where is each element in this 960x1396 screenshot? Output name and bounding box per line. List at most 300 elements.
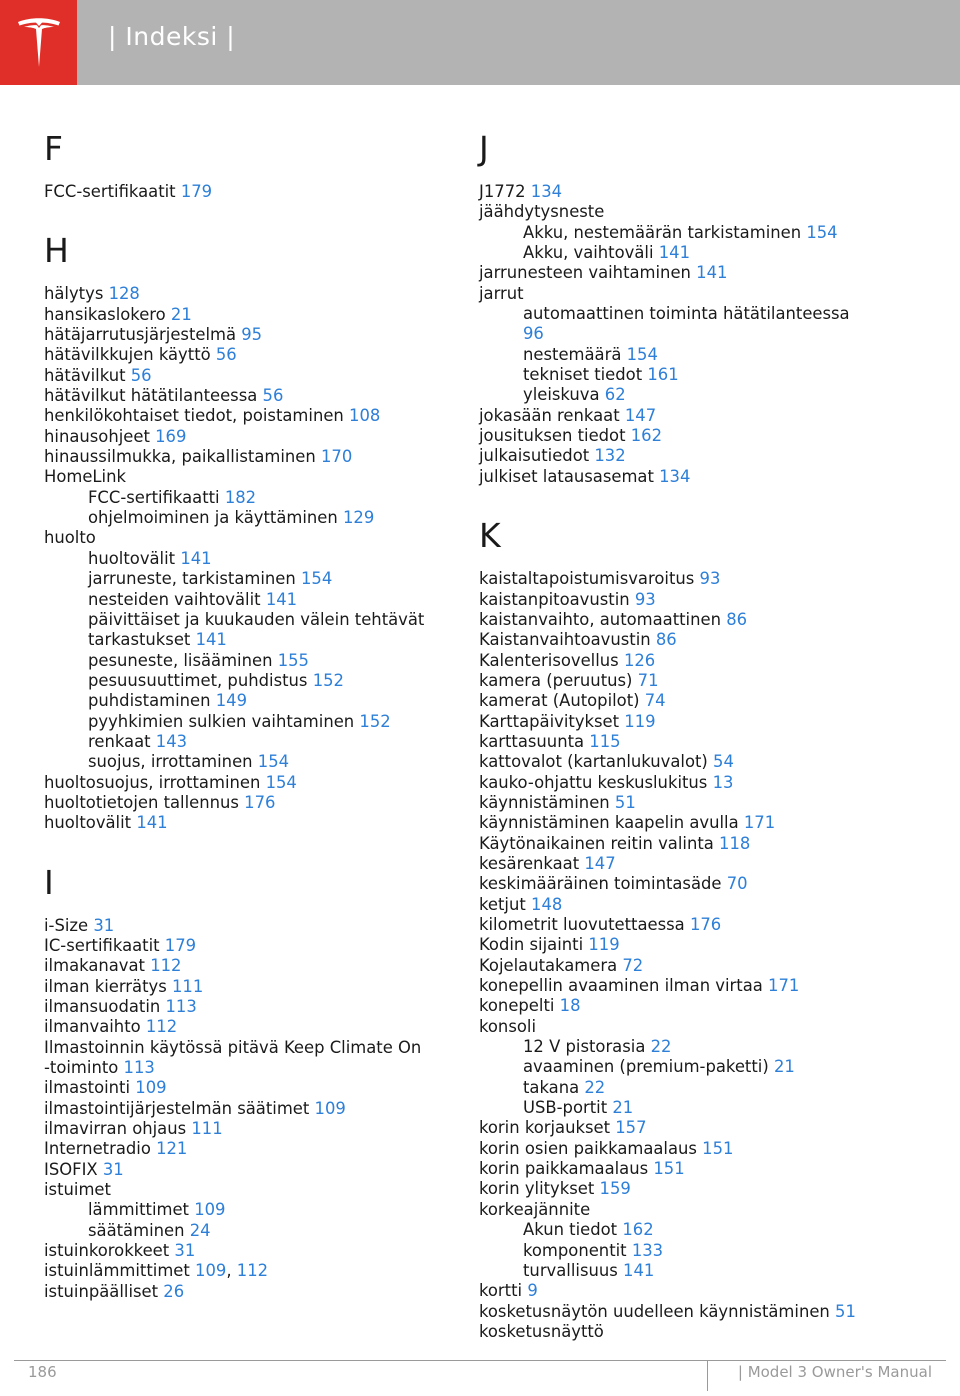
index-entry (44, 305, 444, 325)
index-subentry (44, 569, 444, 589)
entry-term: huolto (44, 528, 96, 548)
page-link[interactable]: 171 (743, 813, 776, 833)
index-entry (44, 773, 444, 793)
entry-term: Akku, nestemäärän tarkistaminen (523, 222, 802, 242)
index-entry (479, 1322, 919, 1342)
index-entry (44, 936, 444, 956)
entry-term: kosketusnäytön uudelleen käynnistäminen (479, 1301, 830, 1321)
page-link[interactable]: 179 (164, 935, 197, 955)
entry-term: yleiskuva (523, 385, 600, 405)
entry-term: käynnistäminen kaapelin avulla (479, 813, 739, 833)
index-subentry (479, 1220, 919, 1240)
entry-term: USB-portit (523, 1098, 608, 1118)
page-link[interactable]: 31 (174, 1241, 196, 1261)
entry-term: konepellin avaaminen ilman virtaa (479, 976, 763, 996)
entry-term: ilmastointijärjestelmän säätimet (44, 1098, 310, 1118)
index-subentry (479, 345, 919, 365)
index-entry (44, 1241, 444, 1261)
page-link[interactable]: 109 (314, 1098, 346, 1118)
page-link[interactable]: 162 (622, 1220, 654, 1240)
entry-term: tekniset tiedot (523, 365, 643, 385)
index-entry (44, 366, 444, 386)
entry-term: jokasään renkaat (479, 405, 620, 425)
page-link[interactable]: 109 (135, 1078, 167, 1098)
index-entry (44, 1038, 444, 1058)
page-link[interactable]: 134 (659, 466, 691, 486)
entry-term: FCC-sertifikaatit (44, 182, 176, 201)
entry-term: konsoli (479, 1016, 536, 1036)
index-subentry (44, 610, 444, 630)
page-link[interactable]: 155 (277, 650, 309, 670)
index-entry (479, 610, 919, 630)
entry-term: korin korjaukset (479, 1118, 611, 1138)
page-link[interactable]: 141 (265, 589, 298, 609)
entry-term: nesteiden vaihtovälit (88, 589, 261, 609)
page-link[interactable]: 71 (637, 670, 659, 690)
entry-term: Kodin sijainti (479, 935, 584, 955)
page-link[interactable]: 54 (713, 752, 734, 772)
index-subentry (479, 243, 919, 263)
index-subentry (479, 304, 919, 324)
entry-term: kortti (479, 1281, 523, 1301)
index-entry (44, 813, 444, 833)
index-section-k (479, 515, 919, 1342)
entry-term: Akun tiedot (523, 1220, 618, 1240)
page-link[interactable]: 161 (647, 365, 679, 385)
entry-term: Käytönaikainen reitin valinta (479, 833, 714, 853)
page-link[interactable]: 56 (130, 365, 152, 385)
page-link[interactable]: 112 (150, 956, 182, 976)
section-letter: F (44, 129, 63, 168)
page-link[interactable]: 119 (588, 935, 620, 955)
index-entry (479, 691, 919, 711)
entry-term: jarrunesteen vaihtaminen (479, 263, 691, 283)
index-entry (479, 671, 919, 691)
page-link[interactable]: 132 (594, 446, 626, 466)
entry-term: puhdistaminen (88, 691, 211, 711)
entry-term: ilmakanavat (44, 956, 145, 976)
index-entry (44, 1078, 444, 1098)
page-link[interactable]: 119 (624, 711, 656, 731)
entry-list (44, 284, 444, 833)
index-subentry (479, 324, 919, 344)
page-link[interactable]: 22 (650, 1037, 672, 1057)
entry-term: hätäjarrutusjärjestelmä (44, 325, 237, 345)
page-link[interactable]: 152 (359, 711, 391, 731)
index-entry (44, 386, 444, 406)
index-subentry (479, 1037, 919, 1057)
page-link[interactable]: 72 (622, 955, 644, 975)
index-entry (479, 630, 919, 650)
page-link[interactable]: 31 (93, 915, 115, 935)
index-entry (44, 1180, 444, 1200)
entry-term: ISOFIX (44, 1159, 98, 1179)
index-subentry (479, 365, 919, 385)
page-link[interactable]: 62 (604, 385, 626, 405)
page-link[interactable]: 154 (265, 772, 297, 792)
index-subentry (44, 508, 444, 528)
index-entry (479, 793, 919, 813)
page-link[interactable]: 143 (155, 731, 188, 751)
entry-term: Kalenterisovellus (479, 650, 619, 670)
index-subentry (479, 1057, 919, 1077)
page-link[interactable]: 96 (523, 324, 544, 344)
page-link[interactable]: 129 (343, 508, 375, 528)
entry-term: kattovalot (kartanlukuvalot) (479, 752, 708, 772)
section-letter: H (44, 231, 69, 271)
entry-term: Internetradio (44, 1139, 151, 1159)
index-entry (479, 467, 919, 487)
entry-term: kosketusnäyttö (479, 1321, 604, 1341)
page-link[interactable]: 133 (631, 1240, 664, 1260)
entry-term: jäähdytysneste (479, 202, 605, 222)
page-link[interactable]: 141 (180, 548, 212, 568)
page-link[interactable]: 115 (589, 731, 621, 751)
page-link[interactable]: 18 (559, 996, 581, 1016)
entry-term: istuinkorokkeet (44, 1241, 170, 1261)
page-link[interactable]: 21 (773, 1057, 795, 1077)
page-link[interactable]: 152 (312, 670, 344, 690)
index-section-f (44, 128, 444, 202)
entry-term: FCC-sertifikaatti (88, 487, 220, 507)
entry-term: i-Size (44, 915, 89, 935)
entry-term: säätäminen (88, 1220, 185, 1240)
page-link[interactable]: 109 (195, 1261, 227, 1281)
page-link[interactable]: 118 (719, 833, 751, 853)
page-link[interactable]: 74 (644, 691, 666, 711)
index-subentry (44, 651, 444, 671)
index-entry (479, 202, 919, 222)
page-link[interactable]: 148 (531, 894, 563, 914)
entry-term: ohjelmoiminen ja käyttäminen (88, 508, 338, 528)
entry-term: jarruneste, tarkistaminen (88, 569, 296, 589)
entry-term: korkeajännite (479, 1199, 591, 1219)
index-entry (44, 1017, 444, 1037)
entry-term: pesuusuuttimet, puhdistus (88, 670, 308, 690)
entry-term: kamera (peruutus) (479, 670, 633, 690)
index-entry (44, 997, 444, 1017)
entry-term: julkaisutiedot (479, 446, 590, 466)
page-header (0, 0, 960, 85)
entry-term: Kaistanvaihtoavustin (479, 630, 651, 650)
index-entry (44, 427, 444, 447)
index-entry (44, 406, 444, 426)
footer-separator (707, 1361, 708, 1391)
index-entry (479, 752, 919, 772)
entry-term: pesuneste, lisääminen (88, 650, 273, 670)
page-link[interactable]: 9 (527, 1281, 538, 1301)
page-link[interactable]: 157 (615, 1118, 647, 1138)
entry-term: pyyhkimien sulkien vaihtaminen (88, 711, 355, 731)
index-entry (44, 1119, 444, 1139)
footer-title: | Model 3 Owner's Manual (737, 1363, 932, 1381)
index-entry (44, 1099, 444, 1119)
index-entry (479, 182, 919, 202)
index-entry (479, 406, 919, 426)
index-subentry (479, 385, 919, 405)
page-link[interactable]: 111 (171, 976, 204, 996)
page-link[interactable]: 141 (696, 263, 728, 283)
entry-term: konepelti (479, 996, 555, 1016)
page-link[interactable]: 112 (236, 1261, 269, 1281)
entry-term: komponentit (523, 1240, 627, 1260)
entry-list (44, 916, 444, 1303)
index-entry (44, 916, 444, 936)
page-link[interactable]: 154 (626, 344, 658, 364)
index-subentry (44, 732, 444, 752)
page-link[interactable]: 147 (584, 853, 616, 873)
index-entry (44, 345, 444, 365)
page-link[interactable]: 86 (726, 609, 748, 629)
entry-term: takana (523, 1077, 580, 1097)
entry-term: J1772 (479, 182, 526, 201)
entry-term: jarrut (479, 283, 524, 303)
entry-term: istuinpäälliset (44, 1281, 159, 1301)
index-subentry (44, 1221, 444, 1241)
entry-term: kauko-ohjattu keskuslukitus (479, 772, 708, 792)
entry-term: huoltosuojus, irrottaminen (44, 772, 261, 792)
index-entry (479, 874, 919, 894)
index-column-right (479, 128, 919, 1342)
index-entry (44, 793, 444, 813)
entry-term: nestemäärä (523, 344, 622, 364)
entry-term: käynnistäminen (479, 792, 610, 812)
entry-term: 12 V pistorasia (523, 1037, 646, 1057)
page-link[interactable]: 26 (163, 1281, 185, 1301)
index-entry (479, 1139, 919, 1159)
index-entry (44, 182, 444, 202)
page-link[interactable]: 109 (194, 1200, 226, 1220)
entry-term: tarkastukset (88, 630, 191, 650)
page-link[interactable]: 31 (102, 1159, 124, 1179)
entry-term: päivittäiset ja kuukauden välein tehtävät (88, 609, 425, 629)
entry-term: Akku, vaihtoväli (523, 243, 654, 263)
page-link[interactable]: 113 (165, 997, 197, 1016)
page-link[interactable]: 171 (768, 976, 800, 996)
index-entry (44, 1282, 444, 1302)
entry-term: ilmansuodatin (44, 997, 161, 1016)
entry-term: kaistaltapoistumisvaroitus (479, 569, 695, 589)
entry-term: ilman kierrätys (44, 976, 167, 996)
index-entry (479, 1200, 919, 1220)
index-entry (44, 1139, 444, 1159)
index-entry (479, 996, 919, 1016)
index-section-j (479, 128, 919, 487)
index-entry (479, 1179, 919, 1199)
entry-term: hinaussilmukka, paikallistaminen (44, 447, 316, 467)
index-entry (479, 426, 919, 446)
entry-term: hätävilkkujen käyttö (44, 345, 211, 365)
entry-term: turvallisuus (523, 1260, 618, 1280)
entry-term: istuimet (44, 1180, 111, 1200)
footer-divider (14, 1360, 946, 1361)
index-subentry (479, 1261, 919, 1281)
index-subentry (44, 691, 444, 711)
index-entry (479, 1118, 919, 1138)
page-link[interactable]: 70 (726, 874, 748, 894)
index-entry (479, 1302, 919, 1322)
entry-term: korin osien paikkamaalaus (479, 1138, 697, 1158)
index-subentry (44, 712, 444, 732)
page-link[interactable]: 126 (623, 650, 656, 670)
entry-term: kesärenkaat (479, 853, 580, 873)
index-entry (479, 935, 919, 955)
page-link[interactable]: 56 (215, 345, 237, 365)
page-link[interactable]: 95 (241, 325, 263, 345)
index-entry (479, 895, 919, 915)
entry-term: keskimääräinen toimintasäde (479, 874, 722, 894)
index-subentry (44, 549, 444, 569)
index-entry (479, 915, 919, 935)
index-entry (479, 813, 919, 833)
index-subentry (479, 1078, 919, 1098)
page-link[interactable]: 162 (630, 426, 663, 446)
entry-term: kaistanpitoavustin (479, 589, 630, 609)
index-entry (479, 732, 919, 752)
entry-term: jousituksen tiedot (479, 426, 626, 446)
page-link[interactable]: 22 (584, 1077, 606, 1097)
section-letter: I (44, 862, 54, 902)
page-link[interactable]: 147 (624, 405, 657, 425)
entry-term: HomeLink (44, 467, 126, 487)
page-title: | Indeksi | (108, 22, 236, 51)
entry-term: kilometrit luovutettaessa (479, 915, 685, 934)
entry-term: hälytys (44, 284, 104, 304)
index-entry (479, 976, 919, 996)
index-subentry (44, 671, 444, 691)
entry-term: hätävilkut (44, 365, 126, 385)
index-entry (479, 263, 919, 283)
page-link[interactable]: 149 (215, 691, 248, 711)
index-entry (479, 1159, 919, 1179)
page-link[interactable]: 112 (145, 1017, 178, 1037)
entry-term: IC-sertifikaatit (44, 935, 160, 955)
page-link[interactable]: 141 (623, 1260, 655, 1280)
index-section-h (44, 230, 444, 833)
index-entry (44, 325, 444, 345)
index-subentry (479, 1241, 919, 1261)
index-entry (44, 447, 444, 467)
entry-term: istuinlämmittimet (44, 1261, 190, 1281)
page-link[interactable]: 21 (170, 304, 192, 324)
page-link[interactable]: 176 (689, 915, 722, 934)
entry-term: julkiset latausasemat (479, 466, 654, 486)
page-link[interactable]: 86 (655, 630, 677, 650)
page-link[interactable]: 169 (155, 426, 187, 446)
page-link[interactable]: 56 (262, 386, 284, 406)
page-link[interactable]: 141 (658, 243, 691, 263)
page-link[interactable]: 93 (634, 589, 656, 609)
index-section-i (44, 862, 444, 1303)
entry-list (479, 569, 919, 1342)
page-link[interactable]: 24 (189, 1220, 211, 1240)
entry-term: automaattinen toiminta hätätilanteessa (523, 304, 850, 324)
index-entry (44, 467, 444, 487)
entry-term: Kojelautakamera (479, 955, 618, 975)
index-subentry (479, 223, 919, 243)
page-link[interactable]: 141 (195, 630, 227, 650)
page-link[interactable]: 21 (612, 1098, 634, 1118)
page-link[interactable]: 51 (835, 1301, 856, 1321)
page-link[interactable]: 128 (108, 284, 140, 304)
page-link[interactable]: 13 (712, 772, 734, 792)
page-link[interactable]: 182 (224, 487, 257, 507)
entry-term: korin ylitykset (479, 1179, 595, 1199)
index-entry (479, 854, 919, 874)
page-link[interactable]: 159 (599, 1179, 631, 1199)
tesla-logo (0, 0, 77, 85)
entry-term: korin paikkamaalaus (479, 1159, 649, 1179)
page-link[interactable]: 141 (136, 813, 168, 833)
page-link[interactable]: 154 (257, 752, 290, 772)
entry-term: kamerat (Autopilot) (479, 691, 640, 711)
entry-term: avaaminen (premium-paketti) (523, 1057, 769, 1077)
page-link[interactable]: 93 (699, 569, 721, 589)
entry-term: huoltotietojen tallennus (44, 792, 239, 812)
footer-title-text: Model 3 Owner's Manual (747, 1363, 932, 1381)
index-entry (44, 528, 444, 548)
page-link[interactable]: 121 (156, 1139, 188, 1159)
index-subentry (44, 590, 444, 610)
entry-list (44, 182, 444, 202)
index-subentry (44, 752, 444, 772)
index-entry (44, 1160, 444, 1180)
entry-term: Karttapäivitykset (479, 711, 620, 731)
page-link[interactable]: 176 (244, 792, 276, 812)
index-entry (479, 773, 919, 793)
index-column-left (44, 128, 444, 1302)
index-entry (479, 1017, 919, 1037)
entry-term: ilmanvaihto (44, 1017, 141, 1037)
page-link[interactable]: 151 (702, 1138, 734, 1158)
index-entry (479, 712, 919, 732)
entry-term: karttasuunta (479, 731, 585, 751)
index-entry (479, 1281, 919, 1301)
index-entry (479, 590, 919, 610)
entry-term: hansikaslokero (44, 304, 166, 324)
page-link[interactable]: 108 (349, 406, 381, 426)
entry-term: henkilökohtaiset tiedot, poistaminen (44, 406, 344, 426)
page-link[interactable]: 113 (123, 1058, 155, 1078)
tesla-logo-icon (16, 16, 62, 70)
entry-term: Ilmastoinnin käytössä pitävä Keep Climate On (44, 1037, 422, 1057)
page-link[interactable]: 154 (806, 222, 838, 242)
index-entry (479, 834, 919, 854)
index-entry (44, 956, 444, 976)
entry-term: ilmavirran ohjaus (44, 1119, 187, 1139)
index-entry (479, 651, 919, 671)
index-entry: istuinlämmittimet 109, 112 (44, 1261, 269, 1281)
footer-page-number: 186 (28, 1363, 57, 1381)
index-subentry (479, 1098, 919, 1118)
entry-list (479, 182, 919, 487)
index-entry (479, 956, 919, 976)
page-link[interactable]: 170 (321, 447, 353, 467)
index-subentry (44, 1200, 444, 1220)
index-entry (479, 284, 919, 304)
entry-term: ketjut (479, 894, 526, 914)
entry-term: lämmittimet (88, 1200, 189, 1220)
page-link[interactable]: 154 (300, 569, 333, 589)
entry-term: -toiminto (44, 1058, 119, 1078)
page-link[interactable]: 134 (530, 182, 563, 201)
page-link[interactable]: 151 (653, 1159, 685, 1179)
index-entry (44, 1058, 444, 1078)
page-link[interactable]: 179 (180, 182, 213, 201)
index-entry (479, 446, 919, 466)
page-link[interactable]: 51 (614, 792, 636, 812)
page-link[interactable]: 111 (191, 1119, 223, 1139)
